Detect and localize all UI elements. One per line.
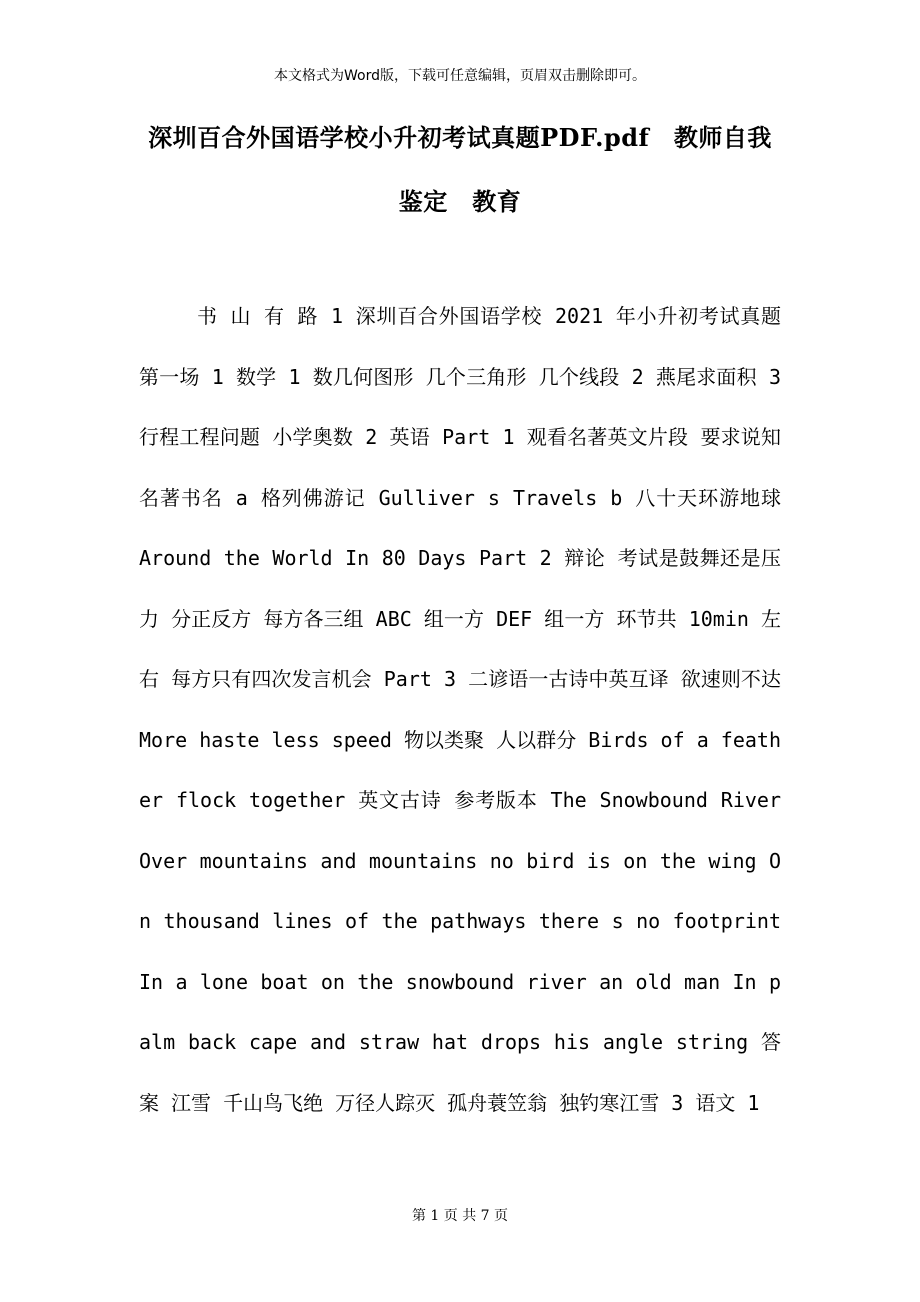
page-footer: 第 1 页 共 7 页 — [411, 1208, 509, 1224]
document-body: 书 山 有 路 1 深圳百合外国语学校 2021 年小升初考试真题 第一场 1 数学 1 数几何图形 几个三角形 几个线段 2 燕尾求面积 3 行程工程问题 小学奥数 2 英语 Part 1 观看名著英文片段 要求说知名著书名 a 格列佛游记 Gulliver s Travels b 八十天环游地球 Around the World In 80 Days Part 2 辩论 考试是鼓舞还是压力 分正反方 每方各三组 ABC 组一方 DEF 组一方 环节共 10min 左右 每方只有四次发言机会 Part 3 二谚语一古诗中英互译 欲速则不达 More haste less speed 物以类聚 人以群分 Birds of a feather flock together 英文古诗 参考版本 The Snowbound River Over mountains and mountains no bird is on the wing On thousand lines of the pathways there s no footprint In a lone boat on the snowbound river an old man In palm back cape and straw hat drops his angle string 答案 江雪 千山鸟飞绝 万径人踪灭 孤舟蓑笠翁 独钓寒江雪 3 语文 1 — [139, 304, 781, 1115]
header-note: 本文格式为Word版，下载可任意编辑，页眉双击删除即可。 — [274, 68, 646, 84]
document-title: 深圳百合外国语学校小升初考试真题PDF.pdf 教师自我鉴定 教育 — [148, 123, 772, 216]
